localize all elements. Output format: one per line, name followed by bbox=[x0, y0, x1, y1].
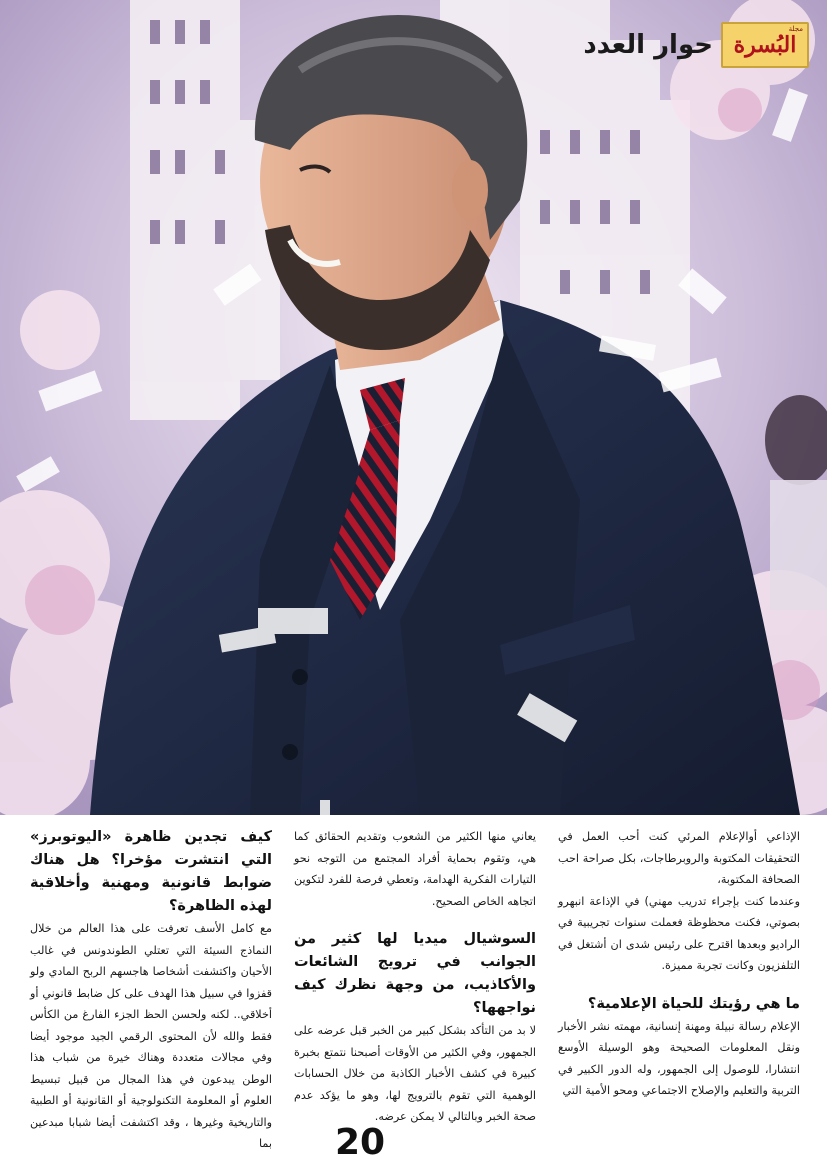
magazine-header bbox=[583, 22, 809, 68]
logo-text: البُسرة bbox=[733, 32, 797, 58]
column-middle bbox=[294, 826, 536, 1126]
section-title: حوار العدد bbox=[583, 30, 713, 60]
paragraph: مع كامل الأسف تعرفت على هذا العالم من خلال النماذج السيئة التي تعتلي الطوندونس في غالب الأحيان واكتشفت أشخاصا هاجسهم الربح المادي ولو قفزوا في سبيل هذا الهدف على كل ضابط قانوني أو أخلاقي.. لكنه ولحسن الحظ الجزء الفارغ من الكأس فقط والله لأن المحتوى الرقمي الجيد موجود أيضا وفي مجالات متعددة وهناك خيرة من شباب هذا الوطن يبدعون في هذا المجال من قبيل تبسيط العلوم أو المعلومة التكنولوجية أو القانونية أو الطبية والتاريخية وغيرها ، وقد اكتشفت أيضا شبابا مبدعين بما bbox=[30, 922, 272, 1150]
paragraph: لا بد من التأكد بشكل كبير من الخبر قبل عرضه على الجمهور، وفي الكثير من الأوقات أصبحنا نتمتع بخبرة كبيرة في كشف الأخبار الكاذبة من خلال الحسابات الوهمية التي تقوم بالترويج لها، وهو ما يؤكد عدم صحة الخبر وبالتالي لا يمكن عرضه. bbox=[294, 1024, 536, 1123]
paragraph: الإذاعي أوالإعلام المرئي كنت أحب العمل في التحقيقات المكتوبة والروبرطاجات، بكل صراحة احب الصحافة المكتوبة، bbox=[558, 830, 800, 886]
paragraph: الإعلام رسالة نبيلة ومهنة إنسانية، مهمته نشر الأخبار ونقل المعلومات الصحيحة وهو الوسيلة الأوسع انتشارا، للوصول إلى الجمهور، وله الدور الكبير في التربية والتعليم والإصلاح الاجتماعي ومحو الأمية التي bbox=[558, 1019, 800, 1097]
paragraph: وعندما كنت بإجراء تدريب مهني) في الإذاعة انبهرو بصوتي، فكنت محظوظة فعملت سنوات تجريبية في الراديو وبعدها اقترح على رئيس شدى ان أشتغل في التلفزيون وكانت تجربة مميزة. bbox=[558, 894, 800, 972]
magazine-logo bbox=[721, 22, 809, 68]
logo-caption: مجلة bbox=[788, 25, 803, 33]
paragraph: يعاني منها الكثير من الشعوب وتقديم الحقائق كما هي، وتقوم بحماية أفراد المجتمع من التوجه نحو التيارات الفكرية الهدامة، وتعطي فرصة للفرد لتكوين اتجاهه الخاص الصحيح. bbox=[294, 830, 536, 908]
column-right bbox=[558, 826, 800, 1126]
page-number: 20 bbox=[334, 1122, 386, 1163]
column-left bbox=[30, 826, 272, 1150]
question-heading: السوشيال ميديا لها كثير من الجوانب في ترويج الشائعات والأكاذيب، من وجهة نظرك كيف نواجهها؟ bbox=[294, 931, 536, 1016]
question-heading: كيف تجدين ظاهرة «اليوتوبرز» التي انتشرت مؤخرا؟ هل هناك ضوابط قانونية ومهنية وأخلاقية لهذه الظاهرة؟ bbox=[30, 829, 272, 914]
question-heading: ما هي رؤيتك للحياة الإعلامية؟ bbox=[587, 995, 800, 1012]
